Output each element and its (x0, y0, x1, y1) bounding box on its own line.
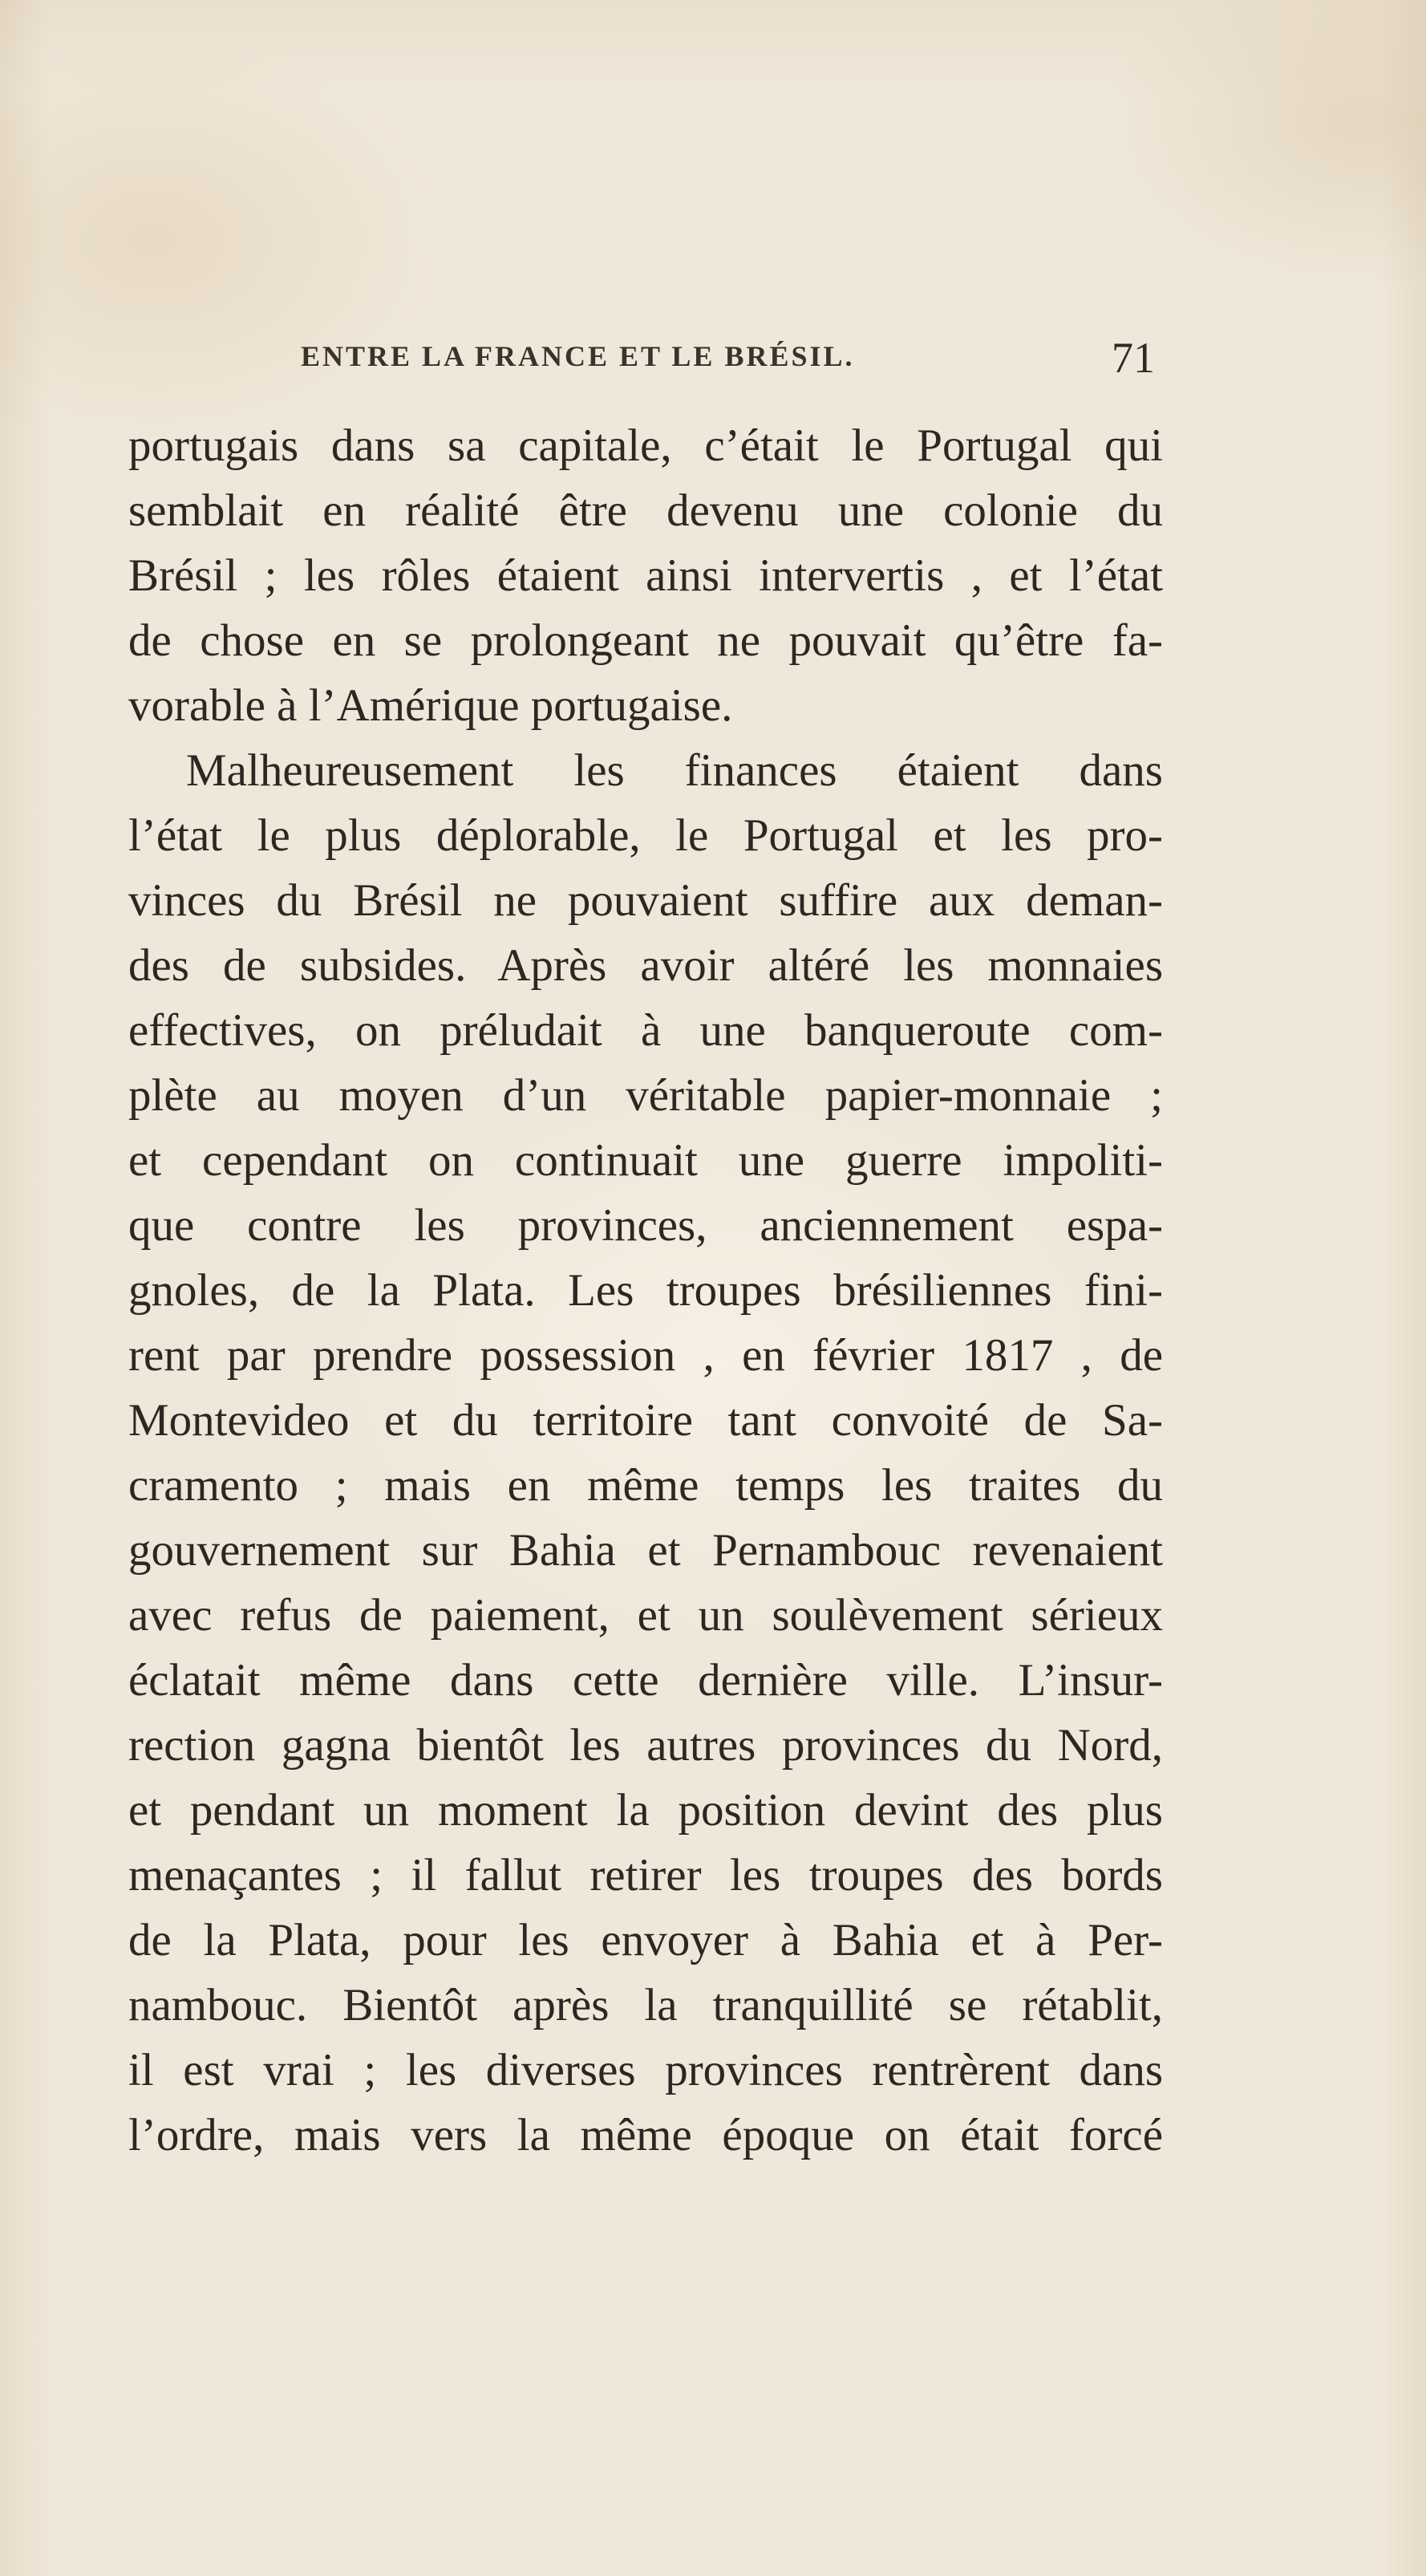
text-line: plète au moyen d’un véritable papier-monnaie ; (128, 1070, 1163, 1121)
text-line: rent par prendre possession , en février 1817 , de (128, 1330, 1163, 1381)
text-line: l’état le plus déplorable, le Portugal et les pro- (128, 810, 1163, 861)
text-line: éclatait même dans cette dernière ville. L’insur- (128, 1655, 1163, 1706)
text-line: gouvernement sur Bahia et Pernambouc revenaient (128, 1525, 1163, 1576)
text-line-paragraph-start: Malheureusement les finances étaient dans (186, 745, 1163, 796)
text-line: semblait en réalité être devenu une colonie du (128, 485, 1163, 536)
text-line: de la Plata, pour les envoyer à Bahia et à Per- (128, 1915, 1163, 1965)
text-line: Montevideo et du territoire tant convoité de Sa- (128, 1395, 1163, 1446)
text-line: vorable à l’Amérique portugaise. (128, 680, 733, 731)
running-head (128, 333, 1163, 389)
text-line: que contre les provinces, anciennement espa- (128, 1200, 1163, 1251)
page-number: 71 (1112, 334, 1155, 382)
text-line: Brésil ; les rôles étaient ainsi intervertis , et l’état (128, 550, 1163, 601)
text-line: gnoles, de la Plata. Les troupes brésiliennes fini- (128, 1265, 1163, 1316)
text-line: portugais dans sa capitale, c’était le Portugal qui (128, 420, 1163, 471)
text-line: avec refus de paiement, et un soulèvement sérieux (128, 1590, 1163, 1641)
text-line: il est vrai ; les diverses provinces rentrèrent dans (128, 2045, 1163, 2095)
body-text (128, 413, 1163, 2168)
text-line: rection gagna bientôt les autres provinces du Nord, (128, 1720, 1163, 1771)
text-line: des de subsides. Après avoir altéré les monnaies (128, 940, 1163, 991)
text-line: menaçantes ; il fallut retirer les troupes des bords (128, 1850, 1163, 1901)
text-line: de chose en se prolongeant ne pouvait qu’être fa- (128, 615, 1163, 666)
text-line: l’ordre, mais vers la même époque on était forcé (128, 2110, 1163, 2160)
text-line: et cependant on continuait une guerre impoliti- (128, 1135, 1163, 1186)
text-line: cramento ; mais en même temps les traites du (128, 1460, 1163, 1511)
text-line: vinces du Brésil ne pouvaient suffire aux deman- (128, 875, 1163, 926)
text-line: nambouc. Bientôt après la tranquillité se rétablit, (128, 1980, 1163, 2030)
text-line: effectives, on préludait à une banqueroute com- (128, 1005, 1163, 1056)
running-head-title: ENTRE LA FRANCE ET LE BRÉSIL. (301, 340, 855, 372)
text-line: et pendant un moment la position devint des plus (128, 1785, 1163, 1836)
